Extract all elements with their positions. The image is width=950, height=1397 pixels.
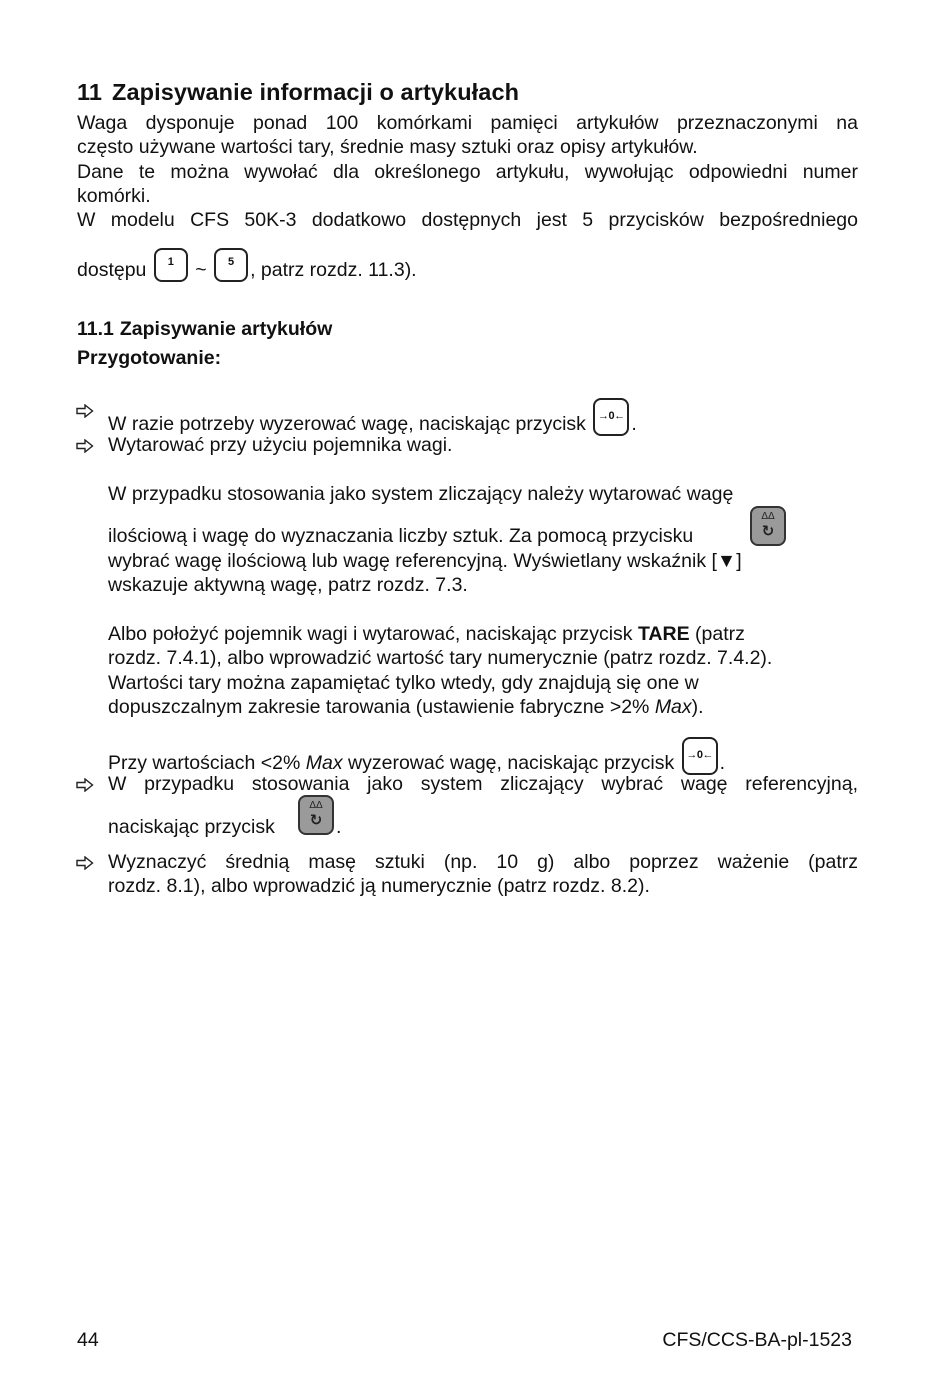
zero-key-label: →0← xyxy=(686,749,713,761)
step-2-p2-line2: rozdz. 7.4.1), albo wprowadzić wartość tary numerycznie (patrz rozdz. 7.4.2). xyxy=(108,647,773,669)
step-1-text: W razie potrzeby wyzerować wagę, naciskając przycisk xyxy=(108,413,586,435)
step-2-p2-line1-c: (patrz xyxy=(689,623,745,645)
zero-key-icon xyxy=(593,398,629,436)
switch-key-top: ΔΔ xyxy=(309,800,323,811)
tare-keyword: TARE xyxy=(637,623,690,645)
switch-key-bottom: ↻ xyxy=(309,812,323,829)
step-2-p1-line2 xyxy=(108,511,858,549)
intro-p1-line1: Waga dysponuje ponad 100 komórkami pamięci artykułów przeznaczonymi na xyxy=(77,112,858,134)
step-2-p3-end: . xyxy=(719,752,726,774)
zero-key-icon xyxy=(682,737,718,775)
section-heading xyxy=(77,78,519,106)
subsection-heading xyxy=(77,317,332,342)
step-3-end: . xyxy=(336,816,342,838)
step-2-p2-line1-a: Albo położyć pojemnik wagi i wytarować, naciskając przycisk xyxy=(108,623,638,645)
intro-p2-line2: komórki. xyxy=(77,185,151,207)
intro-p3-line2 xyxy=(77,248,858,283)
step-2-p2-line4 xyxy=(108,695,858,720)
section-title: Zapisywanie informacji o artykułach xyxy=(112,79,520,105)
arrow-bullet-icon xyxy=(76,439,94,453)
step-3-line2 xyxy=(108,800,858,840)
section-number: 11 xyxy=(77,79,103,105)
key-1-label: 1 xyxy=(167,256,174,268)
step-2-p1-line3: wybrać wagę ilościową lub wagę referencyjną. Wyświetlany wskaźnik [▼] xyxy=(108,550,742,572)
step-3-line2-text: naciskając przycisk xyxy=(108,816,275,838)
step-1-end: . xyxy=(631,413,637,435)
step-3-line1: W przypadku stosowania jako system zliczający wybrać wagę referencyjną, xyxy=(108,773,858,795)
intro-p2-line1: Dane te można wywołać dla określonego artykułu, wywołując odpowiedni numer xyxy=(77,161,858,183)
step-2-p2-line1 xyxy=(108,622,858,647)
arrow-bullet-icon xyxy=(76,778,94,792)
direct-key-1-icon xyxy=(154,248,188,282)
step-2-p3 xyxy=(108,737,858,776)
scale-switch-key-icon xyxy=(298,795,334,835)
subsection-title: Zapisywanie artykułów xyxy=(119,318,333,340)
step-2-p1-line2-text: ilościową i wagę do wyznaczania liczby sztuk. Za pomocą przycisku xyxy=(108,525,694,547)
intro-p3-tilde: ~ xyxy=(195,259,207,281)
max-keyword: Max xyxy=(305,752,343,774)
step-2-text: Wytarować przy użyciu pojemnika wagi. xyxy=(108,434,453,456)
intro-p3-post: , patrz rozdz. 11.3). xyxy=(250,259,417,281)
step-2-p1-line4: wskazuje aktywną wagę, patrz rozdz. 7.3. xyxy=(108,574,468,596)
step-4-line1: Wyznaczyć średnią masę sztuki (np. 10 g) albo poprzez ważenie (patrz xyxy=(108,851,858,873)
step-2-p2-line4-c: ). xyxy=(691,696,704,718)
step-2-p3-c: wyzerować wagę, naciskając przycisk xyxy=(342,752,675,774)
zero-key-label: →0← xyxy=(598,410,625,422)
intro-p1-line2: często używane wartości tary, średnie masy sztuki oraz opisy artykułów. xyxy=(77,136,698,158)
step-2-p1-line1: W przypadku stosowania jako system zliczający należy wytarować wagę xyxy=(108,483,734,505)
key-5-label: 5 xyxy=(228,256,235,268)
prep-heading: Przygotowanie: xyxy=(77,347,222,369)
step-2-p2-line4-a: dopuszczalnym zakresie tarowania (ustawienie fabryczne >2% xyxy=(108,696,655,718)
scale-switch-key-icon xyxy=(750,506,786,546)
page-number: 44 xyxy=(77,1329,99,1351)
subsection-number: 11.1 xyxy=(77,318,114,340)
max-keyword: Max xyxy=(654,696,692,718)
intro-p3-pre: dostępu xyxy=(77,259,147,281)
switch-key-bottom: ↻ xyxy=(761,523,775,540)
direct-key-5-icon xyxy=(214,248,248,282)
switch-key-top: ΔΔ xyxy=(761,511,775,522)
arrow-bullet-icon xyxy=(76,856,94,870)
step-2-p2-line3: Wartości tary można zapamiętać tylko wtedy, gdy znajdują się one w xyxy=(108,672,699,694)
arrow-bullet-icon xyxy=(76,404,94,418)
step-1 xyxy=(108,398,858,437)
document-id: CFS/CCS-BA-pl-1523 xyxy=(662,1329,852,1351)
step-2-p3-a: Przy wartościach <2% xyxy=(108,752,306,774)
intro-p3-line1: W modelu CFS 50K-3 dodatkowo dostępnych jest 5 przycisków bezpośredniego xyxy=(77,209,858,231)
step-4-line2: rozdz. 8.1), albo wprowadzić ją numerycznie (patrz rozdz. 8.2). xyxy=(108,875,650,897)
